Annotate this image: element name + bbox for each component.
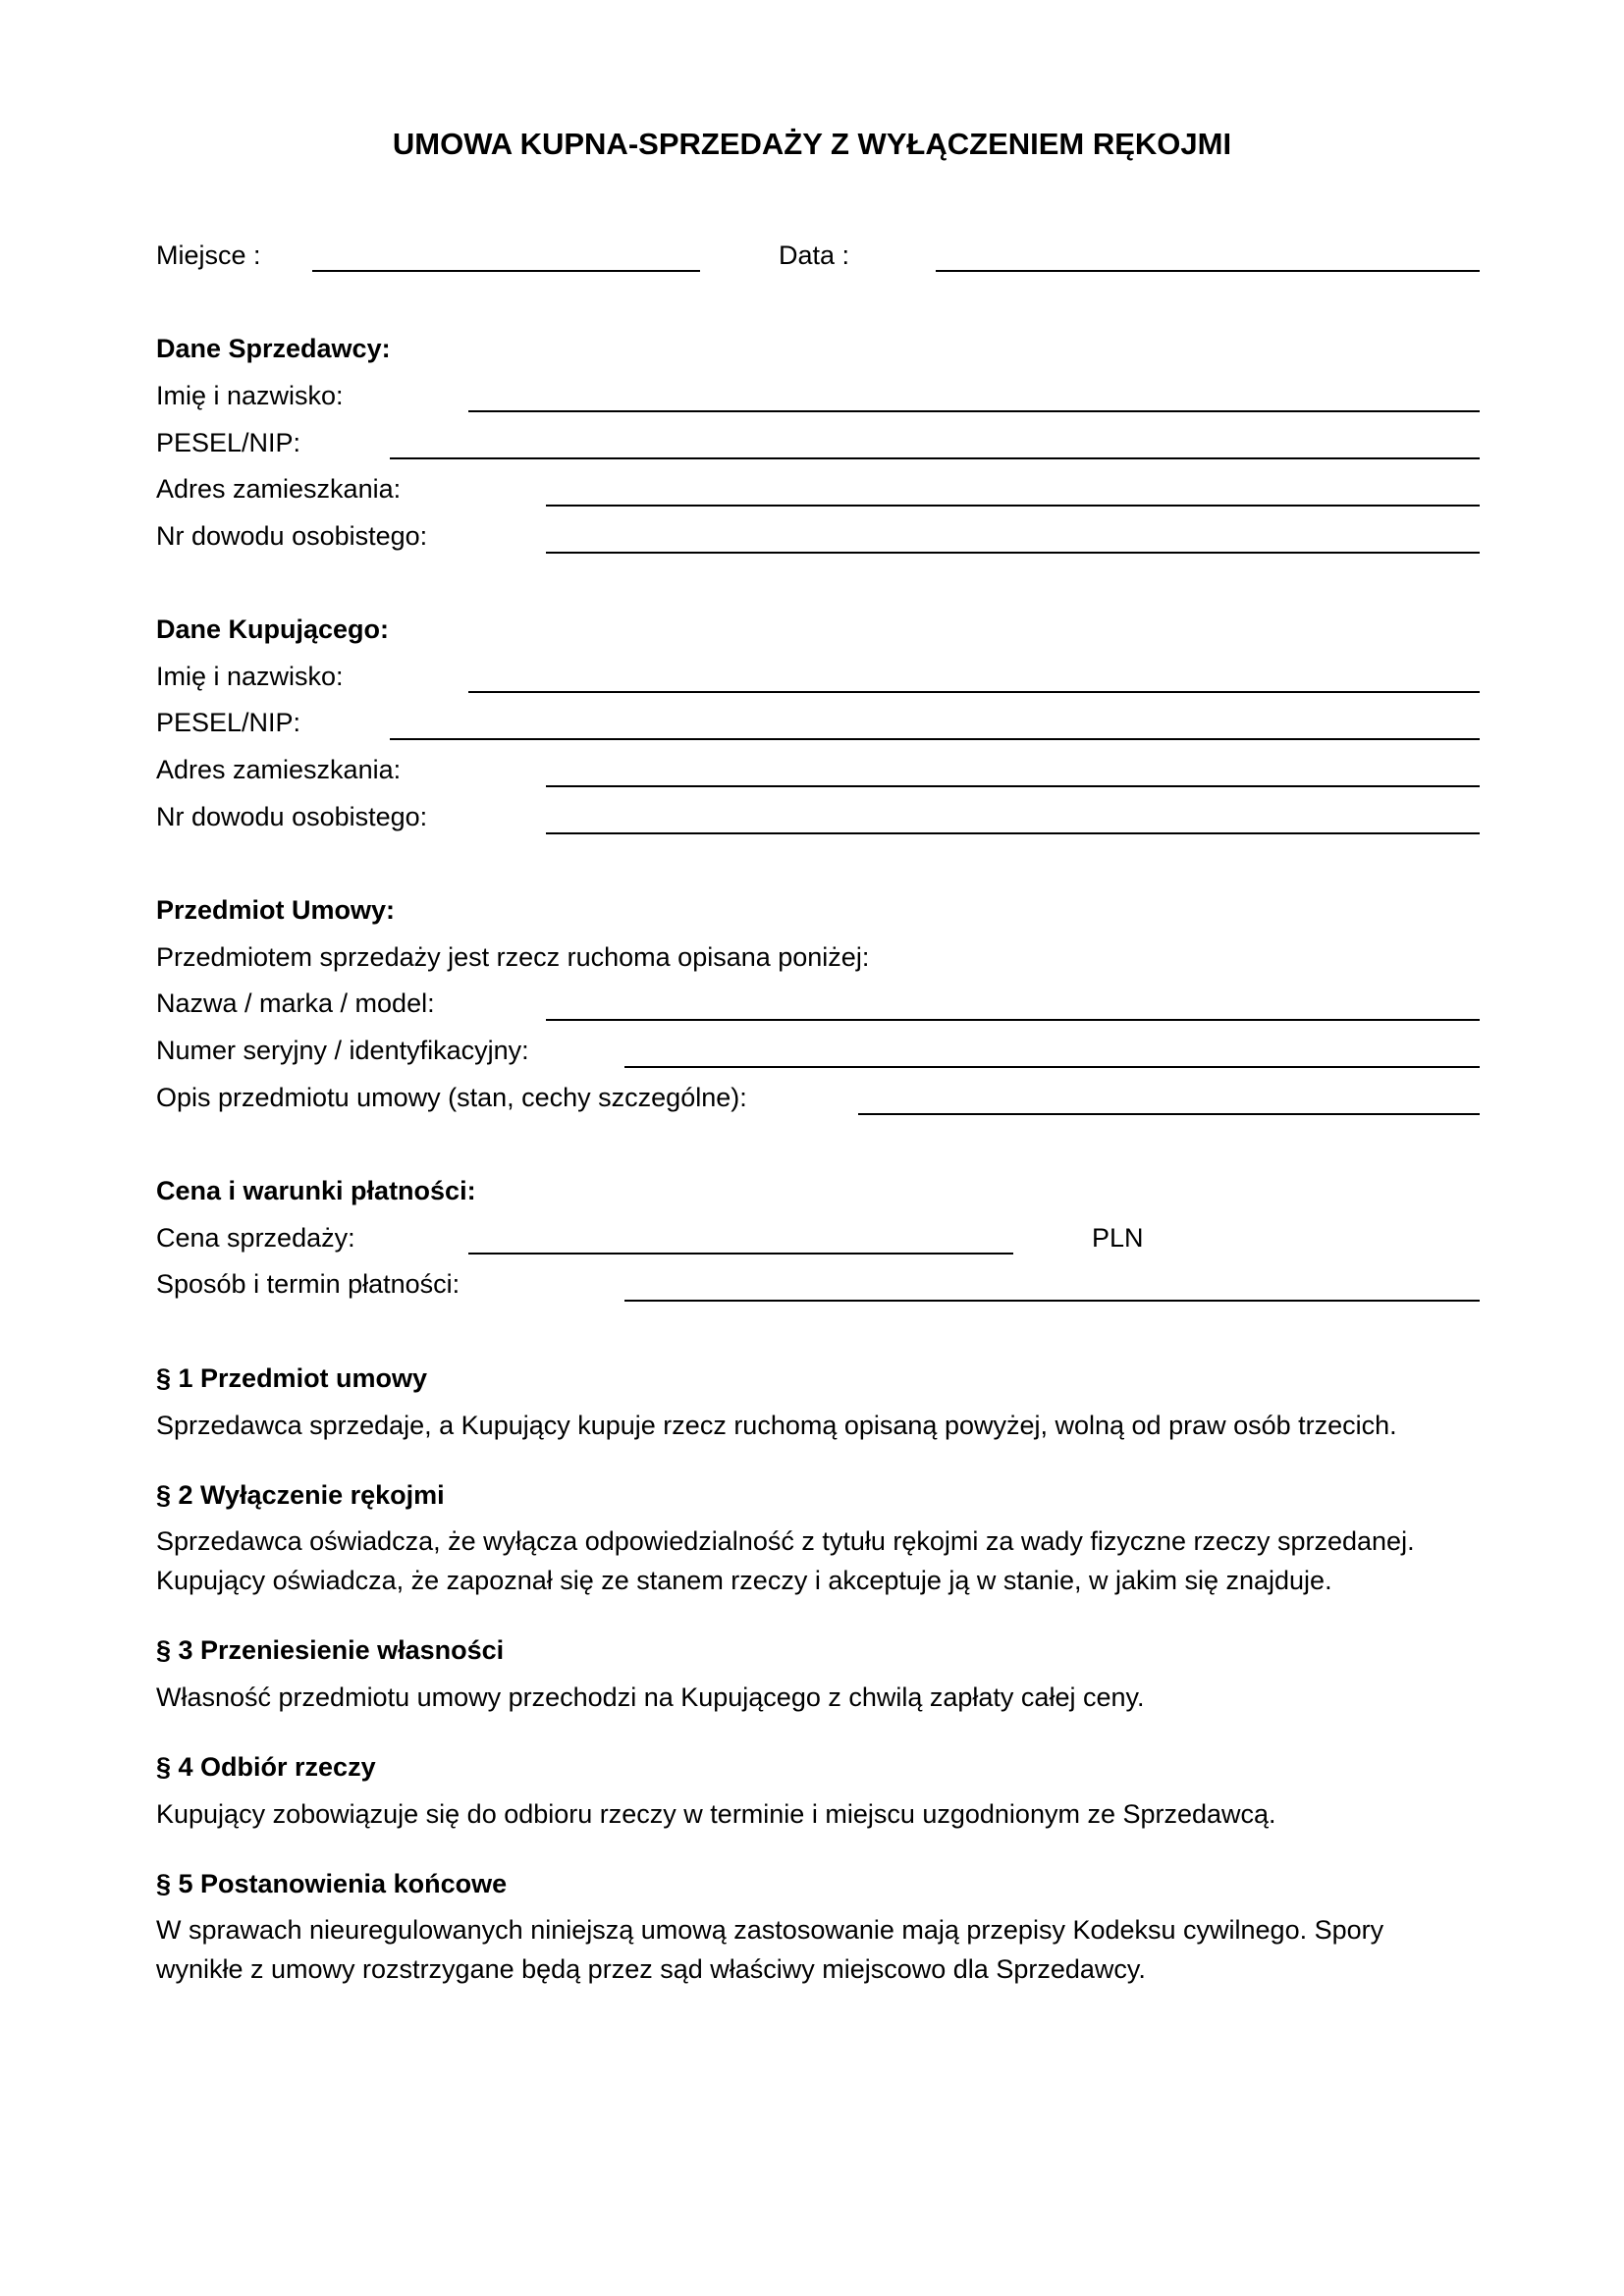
buyer-name-label: Imię i nazwisko: (156, 662, 344, 691)
seller-name-field[interactable] (468, 410, 1480, 412)
seller-pesel-field[interactable] (390, 457, 1480, 459)
section-3-heading: § 3 Przeniesienie własności (156, 1635, 505, 1665)
item-serial-field[interactable] (624, 1066, 1480, 1068)
item-serial-label: Numer seryjny / identyfikacyjny: (156, 1036, 529, 1065)
date-label: Data : (779, 240, 850, 270)
section-5-heading: § 5 Postanowienia końcowe (156, 1869, 508, 1898)
payment-field[interactable] (624, 1300, 1480, 1302)
buyer-id-label: Nr dowodu osobistego: (156, 802, 428, 831)
section-4-heading: § 4 Odbiór rzeczy (156, 1752, 376, 1782)
seller-address-label: Adres zamieszkania: (156, 474, 402, 504)
section-1-heading: § 1 Przedmiot umowy (156, 1363, 428, 1393)
buyer-pesel-field[interactable] (390, 738, 1480, 740)
buyer-address-field[interactable] (546, 785, 1480, 787)
section-2-heading: § 2 Wyłączenie rękojmi (156, 1480, 445, 1510)
seller-address-field[interactable] (546, 505, 1480, 507)
buyer-address-label: Adres zamieszkania: (156, 755, 402, 784)
price-field[interactable] (468, 1253, 1013, 1255)
buyer-pesel-label: PESEL/NIP: (156, 708, 301, 737)
seller-id-field[interactable] (546, 552, 1480, 554)
document-title: UMOWA KUPNA-SPRZEDAŻY Z WYŁĄCZENIEM RĘKOJMI (392, 127, 1232, 161)
payment-label: Sposób i termin płatności: (156, 1269, 460, 1299)
buyer-heading: Dane Kupującego: (156, 614, 390, 644)
section-5-text-line-1: W sprawach nieuregulowanych niniejszą umową zastosowanie mają przepisy Kodeksu cywilnego. Spory (156, 1915, 1384, 1945)
date-field[interactable] (936, 270, 1480, 272)
seller-id-label: Nr dowodu osobistego: (156, 521, 428, 551)
item-name-label: Nazwa / marka / model: (156, 988, 435, 1018)
item-description-label: Opis przedmiotu umowy (stan, cechy szczególne): (156, 1083, 747, 1112)
seller-name-label: Imię i nazwisko: (156, 381, 344, 410)
section-5-text-line-2: wynikłe z umowy rozstrzygane będą przez sąd właściwy miejscowo dla Sprzedawcy. (156, 1954, 1146, 1984)
subject-heading: Przedmiot Umowy: (156, 895, 396, 925)
section-3-text: Własność przedmiotu umowy przechodzi na Kupującego z chwilą zapłaty całej ceny. (156, 1682, 1145, 1712)
section-1-text: Sprzedawca sprzedaje, a Kupujący kupuje rzecz ruchomą opisaną powyżej, wolną od praw osób trzecich. (156, 1411, 1397, 1440)
seller-pesel-label: PESEL/NIP: (156, 428, 301, 457)
price-heading: Cena i warunki płatności: (156, 1176, 476, 1205)
buyer-name-field[interactable] (468, 691, 1480, 693)
place-label: Miejsce : (156, 240, 261, 270)
buyer-id-field[interactable] (546, 832, 1480, 834)
section-4-text: Kupujący zobowiązuje się do odbioru rzeczy w terminie i miejscu uzgodnionym ze Sprzedawcą. (156, 1799, 1276, 1829)
item-description-field[interactable] (858, 1113, 1480, 1115)
seller-heading: Dane Sprzedawcy: (156, 334, 391, 363)
place-field[interactable] (312, 270, 700, 272)
section-2-text-line-1: Sprzedawca oświadcza, że wyłącza odpowiedzialność z tytułu rękojmi za wady fizyczne rzeczy sprzedanej. (156, 1526, 1415, 1556)
price-label: Cena sprzedaży: (156, 1223, 355, 1253)
subject-intro: Przedmiotem sprzedaży jest rzecz ruchoma opisana poniżej: (156, 942, 870, 972)
currency-label: PLN (1092, 1223, 1144, 1253)
item-name-field[interactable] (546, 1019, 1480, 1021)
section-2-text-line-2: Kupujący oświadcza, że zapoznał się ze stanem rzeczy i akceptuje ją w stanie, w jakim się znajduje. (156, 1566, 1332, 1595)
